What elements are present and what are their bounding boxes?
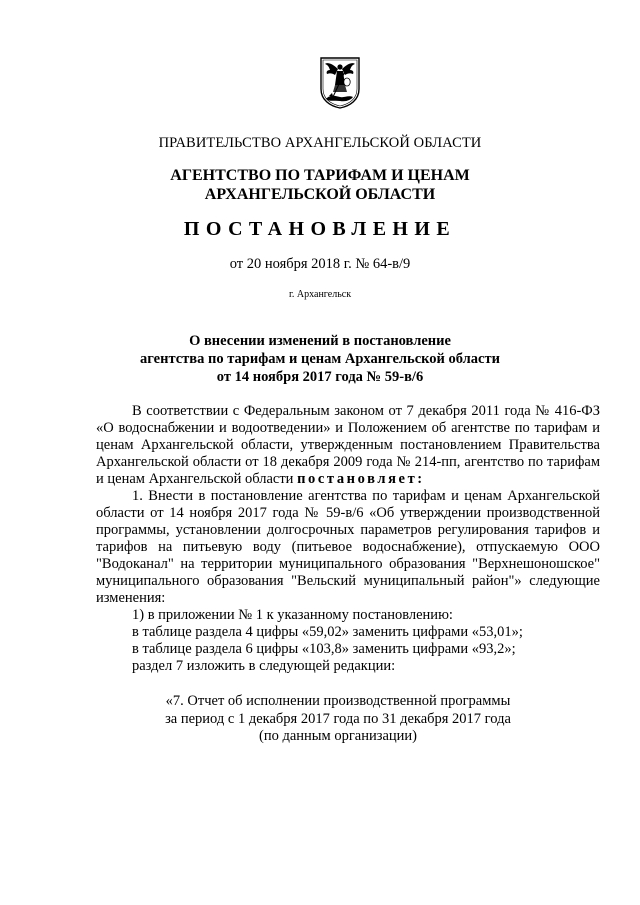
document-body (96, 403, 600, 675)
sub-item-3: в таблице раздела 6 цифры «103,8» заменить цифрами «93,2»; (132, 641, 516, 657)
section7-line3: (по данным организации) (258, 728, 417, 744)
agency-name-line1: АГЕНТСТВО ПО ТАРИФАМ И ЦЕНАМ (170, 167, 470, 184)
subject-line1: О внесении изменений в постановление (189, 333, 451, 349)
subject-line3: от 14 ноября 2017 года № 59-в/6 (216, 369, 424, 385)
section7-line2: за период с 1 декабря 2017 года по 31 декабря 2017 года (165, 710, 511, 727)
government-name: ПРАВИТЕЛЬСТВО АРХАНГЕЛЬСКОЙ ОБЛАСТИ (158, 135, 482, 151)
agency-name-line2: АРХАНГЕЛЬСКОЙ ОБЛАСТИ (204, 186, 436, 203)
section7-line1: «7. Отчет об исполнении производственной программы (165, 693, 511, 709)
sub-item-4: раздел 7 изложить в следующей редакции: (132, 658, 396, 674)
section7-heading (0, 693, 640, 746)
document-type: ПОСТАНОВЛЕНИЕ (183, 218, 457, 240)
sub-item-2: в таблице раздела 4 цифры «59,02» заменить цифрами «53,01»; (132, 624, 523, 640)
preamble-action: постановляет: (297, 471, 425, 487)
subject-line2: агентства по тарифам и ценам Архангельской области (140, 351, 500, 367)
archangel-coat-of-arms-icon (318, 55, 362, 110)
document-subject (0, 332, 640, 386)
coat-of-arms-emblem (318, 55, 362, 110)
document-date-number: от 20 ноября 2018 г. № 64-в/9 (229, 256, 411, 272)
item1-paragraph: 1. Внести в постановление агентства по тарифам и ценам Архангельской области от 14 ноября 2017 года № 59-в/6 «Об утверждении производственной программы, установлении долгосрочных параметров регулирования тарифов и тарифов на питьевую воду (питьевое водоснабжение), отпускаемую ООО "Водоканал" на территории муниципального образования "Верхнешоношское" муниципального образования "Вельский муниципальный район"» следующие изменения: (96, 488, 600, 606)
preamble-paragraph (96, 403, 600, 488)
preamble-text: В соответствии с Федеральным законом от 7 декабря 2011 года № 416-ФЗ «О водоснабжении и водоотведении» и Положением об агентстве по тарифам и ценам Архангельской области, утвержденным постановлением Правительства Архангельской области от 18 декабря 2009 года № 214-пп, агентство по тарифам и ценам Архангельской области (96, 403, 600, 487)
agency-name (0, 166, 640, 204)
sub-item-1: 1) в приложении № 1 к указанному постановлению: (132, 607, 453, 623)
document-city: г. Архангельск (288, 289, 352, 300)
